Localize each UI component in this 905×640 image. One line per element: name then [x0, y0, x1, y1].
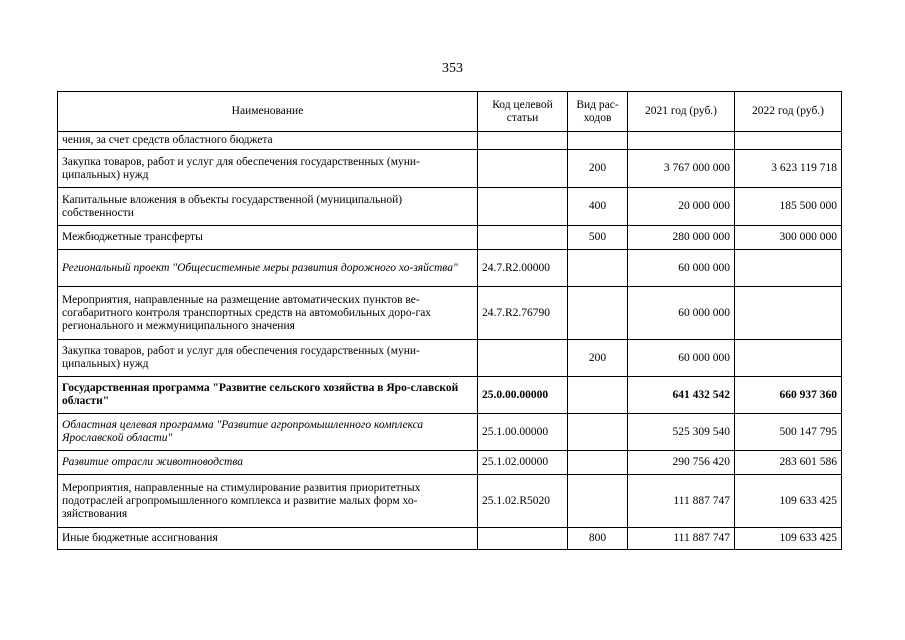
page-number: 353: [442, 61, 463, 76]
row-name: Иные бюджетные ассигнования: [58, 528, 478, 550]
header-kind: Вид рас-ходов: [568, 92, 628, 132]
table-row: [58, 451, 842, 475]
row-kind: 200: [568, 340, 628, 377]
row-kind: 800: [568, 528, 628, 550]
row-kind: [568, 250, 628, 287]
row-code: [478, 150, 568, 188]
row-2021: 280 000 000: [628, 226, 735, 250]
row-kind: 200: [568, 150, 628, 188]
table-row: [58, 475, 842, 528]
row-2021: 525 309 540: [628, 414, 735, 451]
table-row: [58, 132, 842, 150]
row-kind: [568, 414, 628, 451]
row-2022: 3 623 119 718: [735, 150, 842, 188]
row-name: Развитие отрасли животноводства: [58, 451, 478, 475]
row-code: [478, 132, 568, 150]
row-kind: [568, 451, 628, 475]
row-2021: 60 000 000: [628, 287, 735, 340]
table-header-row: [58, 92, 842, 132]
row-name: Региональный проект "Общесистемные меры развития дорожного хо-зяйства": [58, 250, 478, 287]
table-row: [58, 377, 842, 414]
row-2022: [735, 132, 842, 150]
row-name: Мероприятия, направленные на стимулирование развития приоритетных подотраслей агропромышленного комплекса и развитие малых форм хо-зяйствования: [58, 475, 478, 528]
row-kind: [568, 377, 628, 414]
row-2022: 109 633 425: [735, 475, 842, 528]
row-2021: 60 000 000: [628, 250, 735, 287]
row-name: Межбюджетные трансферты: [58, 226, 478, 250]
row-2022: [735, 340, 842, 377]
row-name: Областная целевая программа "Развитие агропромышленного комплекса Ярославской области": [58, 414, 478, 451]
row-2021: 111 887 747: [628, 475, 735, 528]
row-code: [478, 226, 568, 250]
table-row: [58, 250, 842, 287]
row-2021: 20 000 000: [628, 188, 735, 226]
row-name: Закупка товаров, работ и услуг для обеспечения государственных (муни-ципальных) нужд: [58, 340, 478, 377]
header-2022: 2022 год (руб.): [735, 92, 842, 132]
row-2022: [735, 250, 842, 287]
table-row: [58, 528, 842, 550]
row-code: 25.1.00.00000: [478, 414, 568, 451]
row-code: [478, 188, 568, 226]
table-row: [58, 150, 842, 188]
row-2021: 111 887 747: [628, 528, 735, 550]
table-row: [58, 188, 842, 226]
row-2022: 185 500 000: [735, 188, 842, 226]
row-2022: 300 000 000: [735, 226, 842, 250]
row-2022: 283 601 586: [735, 451, 842, 475]
row-code: 25.1.02.00000: [478, 451, 568, 475]
row-kind: [568, 287, 628, 340]
header-name: Наименование: [58, 92, 478, 132]
row-2022: [735, 287, 842, 340]
budget-table: [57, 91, 842, 550]
row-2021: 290 756 420: [628, 451, 735, 475]
header-2021: 2021 год (руб.): [628, 92, 735, 132]
table-row: [58, 340, 842, 377]
row-name: Закупка товаров, работ и услуг для обеспечения государственных (муни-ципальных) нужд: [58, 150, 478, 188]
row-code: 24.7.R2.00000: [478, 250, 568, 287]
header-code: Код целевой статьи: [478, 92, 568, 132]
row-code: 25.1.02.R5020: [478, 475, 568, 528]
row-name: Капитальные вложения в объекты государственной (муниципальной) собственности: [58, 188, 478, 226]
row-kind: [568, 475, 628, 528]
row-name: Мероприятия, направленные на размещение автоматических пунктов ве-согабаритного контроля транспортных средств на автомобильных доро-гах регионального и межмуниципального значения: [58, 287, 478, 340]
row-2022: 500 147 795: [735, 414, 842, 451]
row-2022: 660 937 360: [735, 377, 842, 414]
table-row: [58, 414, 842, 451]
row-code: [478, 528, 568, 550]
row-2021: 60 000 000: [628, 340, 735, 377]
table-row: [58, 226, 842, 250]
row-2021: 3 767 000 000: [628, 150, 735, 188]
row-kind: [568, 132, 628, 150]
row-2021: 641 432 542: [628, 377, 735, 414]
row-code: 25.0.00.00000: [478, 377, 568, 414]
row-kind: 500: [568, 226, 628, 250]
row-name: Государственная программа "Развитие сельского хозяйства в Яро-славской области": [58, 377, 478, 414]
row-2021: [628, 132, 735, 150]
row-code: [478, 340, 568, 377]
row-name: чения, за счет средств областного бюджета: [58, 132, 478, 150]
row-2022: 109 633 425: [735, 528, 842, 550]
row-code: 24.7.R2.76790: [478, 287, 568, 340]
table-row: [58, 287, 842, 340]
row-kind: 400: [568, 188, 628, 226]
